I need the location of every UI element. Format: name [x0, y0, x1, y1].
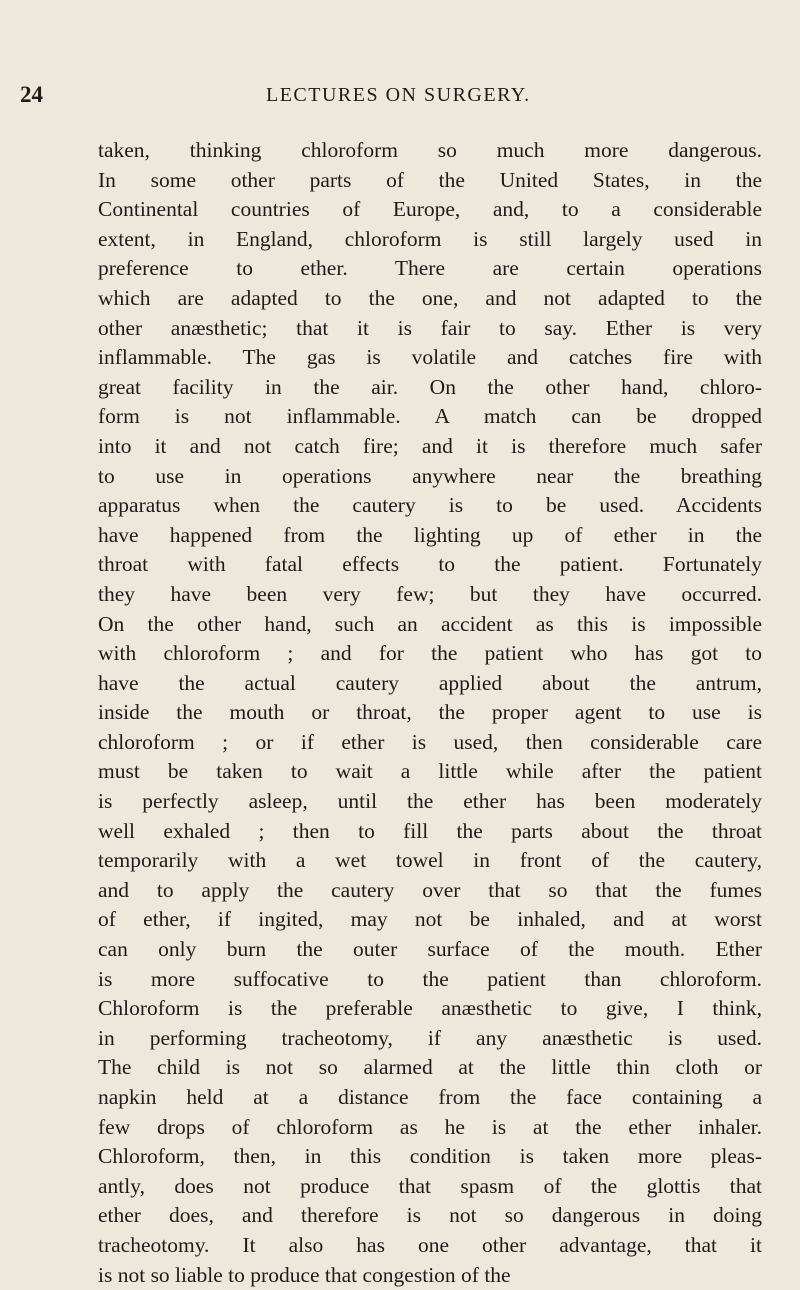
text-line: other anæsthetic; that it is fair to say. Ether is very: [98, 315, 762, 340]
text-line: taken, thinking chloroform so much more dangerous.: [98, 138, 762, 162]
text-line: apparatus when the cautery is to be used. Accidents: [98, 493, 762, 518]
text-line: Chloroform is the preferable anæsthetic to give, I think,: [98, 996, 762, 1021]
text-line: few drops of chloroform as he is at the ether inhaler.: [98, 1114, 762, 1139]
text-line: which are adapted to the one, and not adapted to the: [98, 285, 762, 310]
text-line: inflammable. The gas is volatile and catches fire with: [98, 345, 762, 370]
page-number: 24: [20, 82, 43, 107]
text-line: preference to ether. There are certain operations: [98, 256, 762, 281]
text-line: Chloroform, then, in this condition is taken more pleas-: [98, 1144, 762, 1169]
text-line: great facility in the air. On the other hand, chloro-: [98, 374, 762, 399]
text-line: ether does, and therefore is not so dangerous in doing: [98, 1203, 762, 1228]
text-line: have the actual cautery applied about the antrum,: [98, 670, 762, 695]
text-line: into it and not catch fire; and it is therefore much safer: [98, 433, 762, 458]
text-line: napkin held at a distance from the face containing a: [98, 1085, 762, 1109]
text-line: is perfectly asleep, until the ether has been moderately: [98, 789, 762, 814]
page-header: [20, 82, 780, 108]
text-line: have happened from the lighting up of ether in the: [98, 522, 762, 547]
text-line: they have been very few; but they have occurred.: [98, 581, 762, 606]
text-line: must be taken to wait a little while after the patient: [98, 759, 762, 784]
text-line: can only burn the outer surface of the mouth. Ether: [98, 937, 762, 962]
text-line: is more suffocative to the patient than chloroform.: [98, 966, 762, 991]
text-line: well exhaled ; then to fill the parts about the throat: [98, 818, 762, 843]
text-line: The child is not so alarmed at the little thin cloth or: [98, 1055, 762, 1080]
text-line: On the other hand, such an accident as this is impossible: [98, 611, 762, 636]
text-line: throat with fatal effects to the patient. Fortunately: [98, 552, 762, 577]
text-line: temporarily with a wet towel in front of the cautery,: [98, 848, 762, 873]
body-text: [98, 136, 762, 1290]
text-line: Continental countries of Europe, and, to a considerable: [98, 197, 762, 222]
text-line: and to apply the cautery over that so that the fumes: [98, 877, 762, 902]
text-line: extent, in England, chloroform is still largely used in: [98, 226, 762, 251]
text-line: form is not inflammable. A match can be dropped: [98, 404, 762, 429]
text-line: to use in operations anywhere near the breathing: [98, 463, 762, 488]
text-line: in performing tracheotomy, if any anæsthetic is used.: [98, 1025, 762, 1050]
text-line: antly, does not produce that spasm of the glottis that: [98, 1173, 762, 1198]
text-line: with chloroform ; and for the patient who has got to: [98, 641, 762, 666]
text-line: In some other parts of the United States, in the: [98, 167, 762, 192]
running-title: LECTURES ON SURGERY.: [266, 84, 531, 106]
text-line: is not so liable to produce that congestion of the: [98, 1262, 511, 1287]
text-line: chloroform ; or if ether is used, then considerable care: [98, 729, 762, 754]
text-line: of ether, if ingited, may not be inhaled, and at worst: [98, 907, 762, 932]
text-line: inside the mouth or throat, the proper agent to use is: [98, 700, 762, 725]
text-line: tracheotomy. It also has one other advantage, that it: [98, 1232, 762, 1257]
